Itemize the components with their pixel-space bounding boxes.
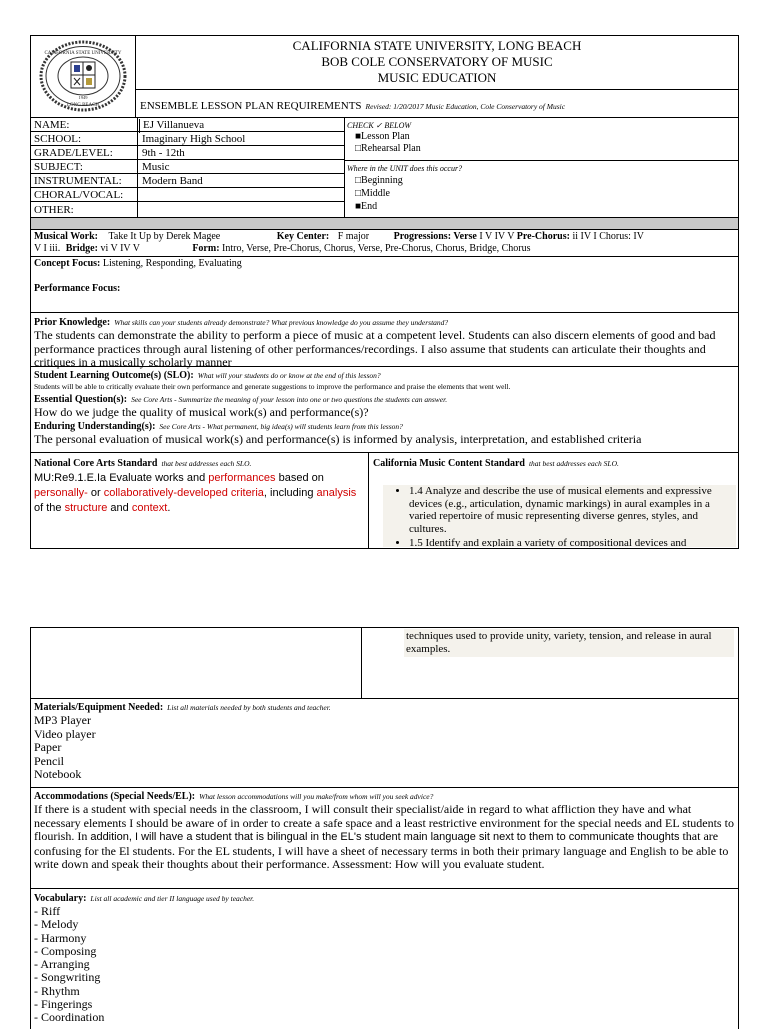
standard-text-highlight: analysis bbox=[316, 487, 357, 499]
info-value: Music bbox=[142, 161, 170, 173]
national-standard-prompt: that best addresses each SLO. bbox=[161, 459, 252, 468]
info-row bbox=[31, 146, 344, 160]
info-table bbox=[30, 118, 739, 217]
standard-text-part: Evaluate works and bbox=[109, 472, 209, 484]
standard-text-highlight: performances bbox=[208, 472, 276, 484]
standard-text-part: or bbox=[87, 487, 104, 499]
california-standard-continued: techniques used to provide unity, variety, tension, and release in aural examples. bbox=[404, 629, 734, 657]
materials-row bbox=[30, 699, 739, 788]
musical-work-label: Musical Work: bbox=[34, 231, 98, 242]
info-row bbox=[31, 160, 344, 174]
header-university: CALIFORNIA STATE UNIVERSITY, LONG BEACH bbox=[292, 38, 582, 53]
bridge-label: Bridge: bbox=[65, 243, 98, 254]
standard-text-part: and bbox=[107, 502, 132, 514]
form-label: Form: bbox=[192, 243, 220, 254]
accommodations-text-part: If there is a student with special needs in the classroom, I will consult their specialist/aide in regard to what affliction they have and what necessary elements I should be aware of in order to create a safe space and a least restrictive environment for the special needs and EL students to flourish. In bbox=[34, 802, 734, 843]
slo-text: Students will be able to critically evaluate their own performance and generate suggestions to improve the performance and praise the elements that went well. bbox=[34, 382, 511, 391]
standard-text-highlight: personally- bbox=[34, 487, 88, 499]
unit-item-end[interactable]: ■End bbox=[355, 201, 378, 212]
essential-question-prompt: See Core Arts - Summarize the meaning of your lesson into one or two questions the students can answer. bbox=[131, 395, 448, 404]
seal-text-top: CALIFORNIA STATE UNIVERSITY bbox=[44, 51, 122, 56]
slo-row bbox=[30, 367, 739, 453]
accommodations-prompt: What lesson accommodations will you make/from whom will you seek advice? bbox=[199, 792, 434, 801]
key-center-value: F major bbox=[337, 231, 370, 242]
check-title: CHECK ✓ BELOW bbox=[347, 121, 412, 130]
info-divider bbox=[137, 118, 138, 217]
vocabulary-item: - Songwriting bbox=[34, 970, 101, 985]
california-standard-item: • 1.4 Analyze and describe the use of musical elements and expressive devices (e.g., articulation, dynamic markings) in aural examples in a varied repertoire of music representing diverse genres, styles, and cultures. bbox=[409, 485, 736, 535]
musical-work-row bbox=[30, 230, 739, 257]
header-titles bbox=[136, 36, 738, 89]
plan-title: ENSEMBLE LESSON PLAN REQUIREMENTS bbox=[140, 100, 362, 112]
section-separator bbox=[30, 217, 739, 230]
header-department: MUSIC EDUCATION bbox=[377, 70, 497, 85]
accommodations-text-part: addition, I will have a student that is bilingual in the EL's student main language sit next to them to communicate thoughts bbox=[90, 831, 680, 843]
unit-item-middle[interactable]: □Middle bbox=[355, 188, 390, 199]
concept-focus-value: Listening, Responding, Evaluating bbox=[102, 258, 242, 269]
prechorus-label: Pre-Chorus: bbox=[516, 231, 570, 242]
california-standard-label: California Music Content Standard bbox=[373, 458, 525, 469]
prior-knowledge-text: The students can demonstrate the ability to perform a piece of music at a competent level. Students can also discern elements of good and bad performance practices through aural listening of other performances/recordings. I also assume that students can articulate their thoughts and critiques in a musically scholarly manner bbox=[34, 328, 716, 369]
concept-focus-label: Concept Focus: bbox=[34, 258, 101, 269]
info-value: Imaginary High School bbox=[142, 133, 246, 145]
prior-knowledge-label: Prior Knowledge: bbox=[34, 317, 111, 328]
check-item-lesson-plan[interactable]: ■Lesson Plan bbox=[355, 131, 410, 142]
vocabulary-item: - Riff bbox=[34, 904, 61, 918]
vocabulary-item: - Melody bbox=[34, 917, 79, 932]
vocabulary-item: - Fingerings bbox=[34, 997, 93, 1012]
info-label: GRADE/LEVEL: bbox=[34, 147, 113, 159]
logo-cell bbox=[31, 36, 136, 117]
performance-focus-label: Performance Focus: bbox=[34, 283, 121, 294]
materials-item: Video player bbox=[34, 726, 96, 741]
info-row bbox=[31, 188, 344, 202]
california-standard-item: • 1.5 Identify and explain a variety of compositional devices and bbox=[409, 537, 736, 547]
seal-year: 1949 bbox=[78, 95, 88, 100]
slo-prompt: What will your students do or know at the end of this lesson? bbox=[197, 371, 381, 380]
vocabulary-label: Vocabulary: bbox=[34, 893, 87, 904]
revised-note: Revised: 1/20/2017 Music Education, Cole Conservatory of Music bbox=[365, 102, 566, 111]
header-block bbox=[30, 35, 739, 118]
info-label: OTHER: bbox=[34, 204, 74, 216]
vocabulary-item: - Rhythm bbox=[34, 983, 80, 998]
key-center-label: Key Center: bbox=[276, 231, 330, 242]
materials-prompt: List all materials needed by both students and teacher. bbox=[167, 703, 331, 712]
prechorus-value: ii IV I Chorus: IV bbox=[572, 231, 644, 242]
materials-item: Paper bbox=[34, 740, 62, 754]
national-standard-cell bbox=[31, 453, 369, 548]
plan-check-box bbox=[345, 118, 738, 161]
materials-item: Notebook bbox=[34, 767, 82, 781]
accommodations-label: Accommodations (Special Needs/EL): bbox=[34, 791, 196, 802]
vocabulary-item: - Arranging bbox=[34, 957, 90, 972]
enduring-understanding-prompt: See Core Arts - What permanent, big idea(s) will students learn from this lesson? bbox=[159, 422, 403, 431]
progressions-verse: I V IV V bbox=[479, 231, 515, 242]
vocabulary-row bbox=[30, 889, 739, 1029]
standard-text-part: of the bbox=[34, 502, 65, 514]
enduring-understanding-label: Enduring Understanding(s): bbox=[34, 421, 156, 432]
california-standard-prompt: that best addresses each SLO. bbox=[528, 459, 619, 468]
progressions-label: Progressions: Verse bbox=[393, 231, 477, 242]
national-standard-code: MU:Re9.1.E.Ia bbox=[34, 472, 107, 484]
info-value: EJ Villanueva bbox=[139, 119, 204, 133]
concept-focus-row bbox=[30, 257, 739, 313]
progression-continued: V I iii. bbox=[34, 243, 61, 254]
form-value: Intro, Verse, Pre-Chorus, Chorus, Verse, Pre-Chorus, Chorus, Bridge, Chorus bbox=[222, 243, 531, 254]
header-conservatory: BOB COLE CONSERVATORY OF MUSIC bbox=[321, 54, 553, 69]
accommodations-text bbox=[34, 803, 735, 872]
info-label: CHORAL/VOCAL: bbox=[34, 189, 124, 201]
vocabulary-item: - Coordination bbox=[34, 1010, 105, 1025]
accommodations-text-part: that are confusing for the El students. For the EL students, I will have a sheet of necessary terms in both their primary language and English to be able to write down and speak their thoughts about their performance. Assessment: How will you evaluate student. bbox=[34, 829, 729, 871]
info-value: Modern Band bbox=[142, 175, 203, 187]
standards-row bbox=[30, 453, 739, 549]
california-standard-list bbox=[383, 485, 736, 547]
vocabulary-item: - Composing bbox=[34, 943, 97, 958]
unit-title: Where in the UNIT does this occur? bbox=[347, 164, 463, 173]
slo-label: Student Learning Outcome(s) (SLO): bbox=[34, 370, 194, 381]
materials-item: Pencil bbox=[34, 753, 64, 768]
california-standard-cell bbox=[370, 453, 738, 548]
info-row bbox=[31, 118, 344, 132]
info-label: SCHOOL: bbox=[34, 133, 82, 145]
standard-text-highlight: collaboratively-developed criteria bbox=[103, 487, 264, 499]
check-item-rehearsal-plan[interactable]: □Rehearsal Plan bbox=[355, 143, 421, 154]
unit-item-beginning[interactable]: □Beginning bbox=[355, 175, 403, 186]
standard-text-part: based on bbox=[275, 472, 324, 484]
national-standard-label: National Core Arts Standard bbox=[34, 458, 158, 469]
accommodations-row bbox=[30, 788, 739, 889]
bridge-value: vi V IV V bbox=[100, 243, 140, 254]
info-row bbox=[31, 174, 344, 188]
info-label: SUBJECT: bbox=[34, 161, 83, 173]
unit-check-box bbox=[345, 161, 738, 217]
standard-text-highlight: structure bbox=[64, 502, 108, 514]
standard-text-part: . bbox=[167, 502, 171, 514]
info-label: NAME: bbox=[34, 119, 70, 131]
info-row bbox=[31, 132, 344, 146]
plan-title-row bbox=[136, 89, 738, 117]
standard-text-part: , including bbox=[263, 487, 317, 499]
info-row bbox=[31, 202, 344, 217]
university-seal-icon bbox=[38, 40, 128, 112]
prior-knowledge-row bbox=[30, 313, 739, 367]
info-value: 9th - 12th bbox=[142, 147, 185, 159]
info-label: INSTRUMENTAL: bbox=[34, 175, 122, 187]
materials-item: MP3 Player bbox=[34, 713, 91, 727]
seal-text-bottom: LONG BEACH bbox=[66, 103, 100, 108]
vocabulary-item: - Harmony bbox=[34, 930, 87, 945]
national-standard-text bbox=[34, 471, 365, 516]
standards-continued-row bbox=[30, 627, 739, 699]
materials-label: Materials/Equipment Needed: bbox=[34, 702, 164, 713]
standard-text-highlight: context bbox=[131, 502, 168, 514]
standards-divider bbox=[361, 628, 362, 698]
essential-question-label: Essential Question(s): bbox=[34, 394, 128, 405]
musical-work-value: Take It Up by Derek Magee bbox=[108, 231, 221, 242]
enduring-understanding-text: The personal evaluation of musical work(s) and performance(s) is informed by analysis, interpretation, and established criteria bbox=[34, 432, 642, 446]
essential-question-text: How do we judge the quality of musical work(s) and performance(s)? bbox=[34, 405, 369, 419]
prior-knowledge-prompt: What skills can your students already demonstrate? What previous knowledge do you assume they understand? bbox=[114, 318, 449, 327]
vocabulary-prompt: List all academic and tier II language used by teacher. bbox=[90, 894, 255, 903]
